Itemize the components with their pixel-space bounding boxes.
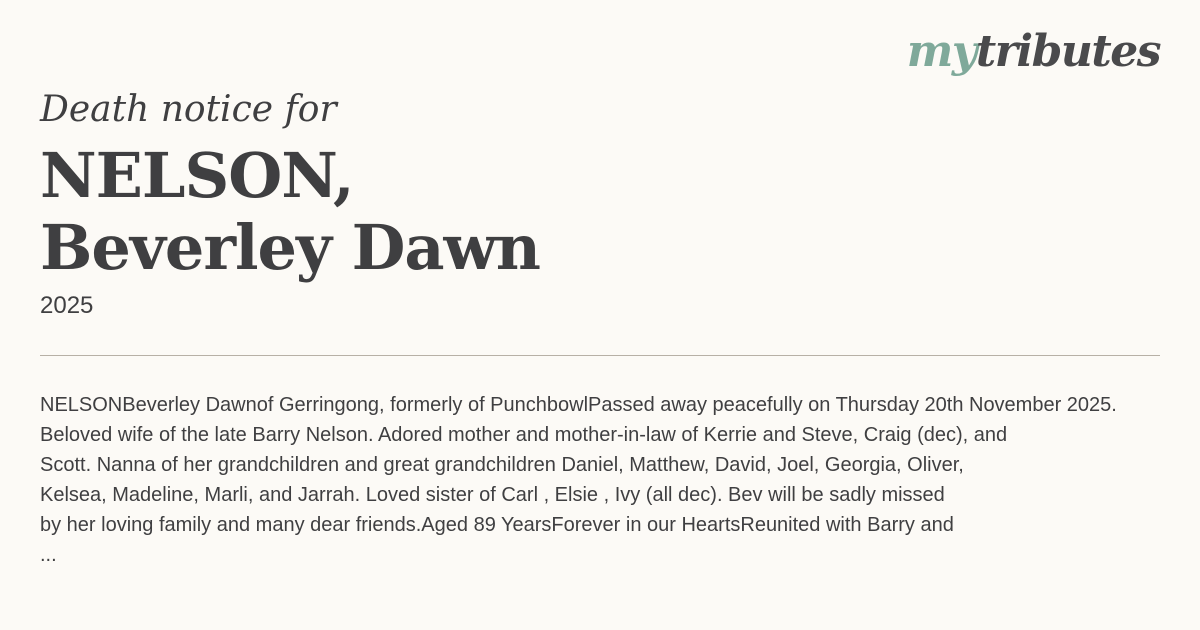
logo-prefix: my (906, 26, 976, 77)
deceased-given-names: Beverley Dawn (40, 211, 540, 284)
mytributes-logo[interactable] (906, 26, 1160, 77)
deceased-name (40, 140, 540, 284)
notice-line: Beloved wife of the late Barry Nelson. Adored mother and mother-in-law of Kerrie and Steve, Craig (dec), and (40, 424, 1008, 446)
notice-ellipsis: ... (40, 544, 57, 566)
logo-suffix: tributes (975, 26, 1160, 77)
notice-subtitle: Death notice for (40, 89, 337, 130)
notice-line: Scott. Nanna of her grandchildren and great grandchildren Daniel, Matthew, David, Joel, Georgia, Oliver, (40, 454, 964, 476)
notice-line: Kelsea, Madeline, Marli, and Jarrah. Loved sister of Carl , Elsie , Ivy (all dec). Bev will be sadly missed (40, 484, 945, 506)
divider (40, 355, 1160, 356)
notice-year: 2025 (40, 292, 94, 319)
deceased-surname: NELSON, (40, 139, 354, 212)
notice-text (40, 390, 1200, 570)
notice-line: by her loving family and many dear friends.Aged 89 YearsForever in our HeartsReunited with Barry and (40, 514, 954, 536)
notice-line: NELSONBeverley Dawnof Gerringong, formerly of PunchbowlPassed away peacefully on Thursday 20th November 2025. (40, 394, 1117, 416)
